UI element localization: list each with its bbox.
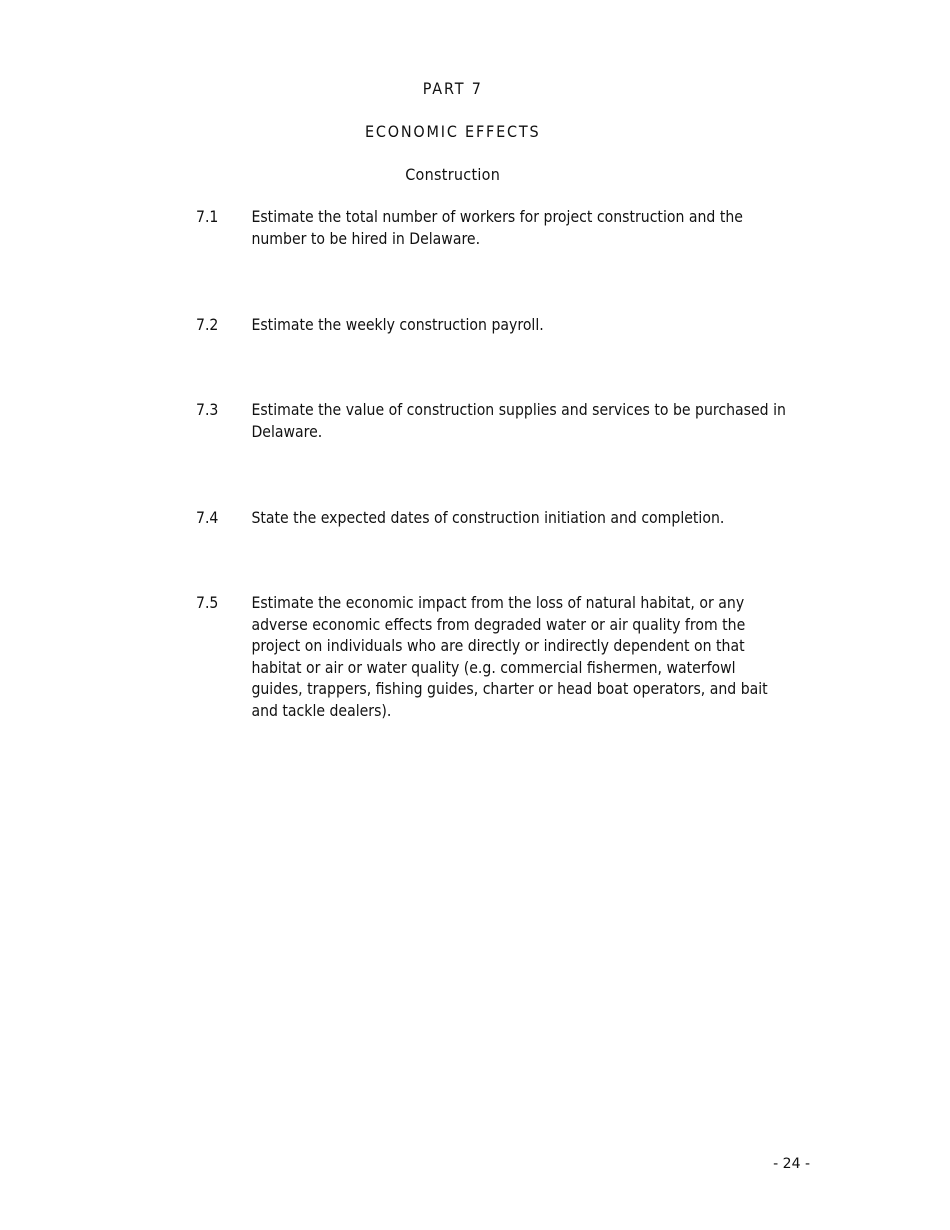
section-subtitle: Construction	[405, 165, 501, 184]
item-number: 7.3	[196, 400, 219, 419]
part-heading: PART 7	[422, 79, 483, 98]
item-text: Estimate the economic impact from the loss of natural habitat, or any adverse economic effects from degraded water or air quality from the project on individuals who are directly or indirectly dependent on that habitat or air or water quality (e.g. commercial fishermen, waterfowl guides, trappers, fishing guides, charter or head boat operators, and bait and tackle dealers).	[251, 593, 768, 720]
item-number: 7.4	[196, 508, 219, 527]
item-text: State the expected dates of construction initiation and completion.	[251, 508, 725, 527]
item-text: Estimate the total number of workers for project construction and the number to be hired in Delaware.	[251, 207, 743, 248]
item-text: Estimate the value of construction supplies and services to be purchased in Delaware.	[251, 400, 786, 441]
item-text: Estimate the weekly construction payroll.	[251, 315, 544, 334]
item-number: 7.5	[196, 593, 219, 612]
page-number: - 24 -	[773, 1156, 810, 1172]
item-number: 7.2	[196, 315, 219, 334]
section-title: ECONOMIC EFFECTS	[364, 122, 541, 141]
item-number: 7.1	[196, 207, 219, 226]
